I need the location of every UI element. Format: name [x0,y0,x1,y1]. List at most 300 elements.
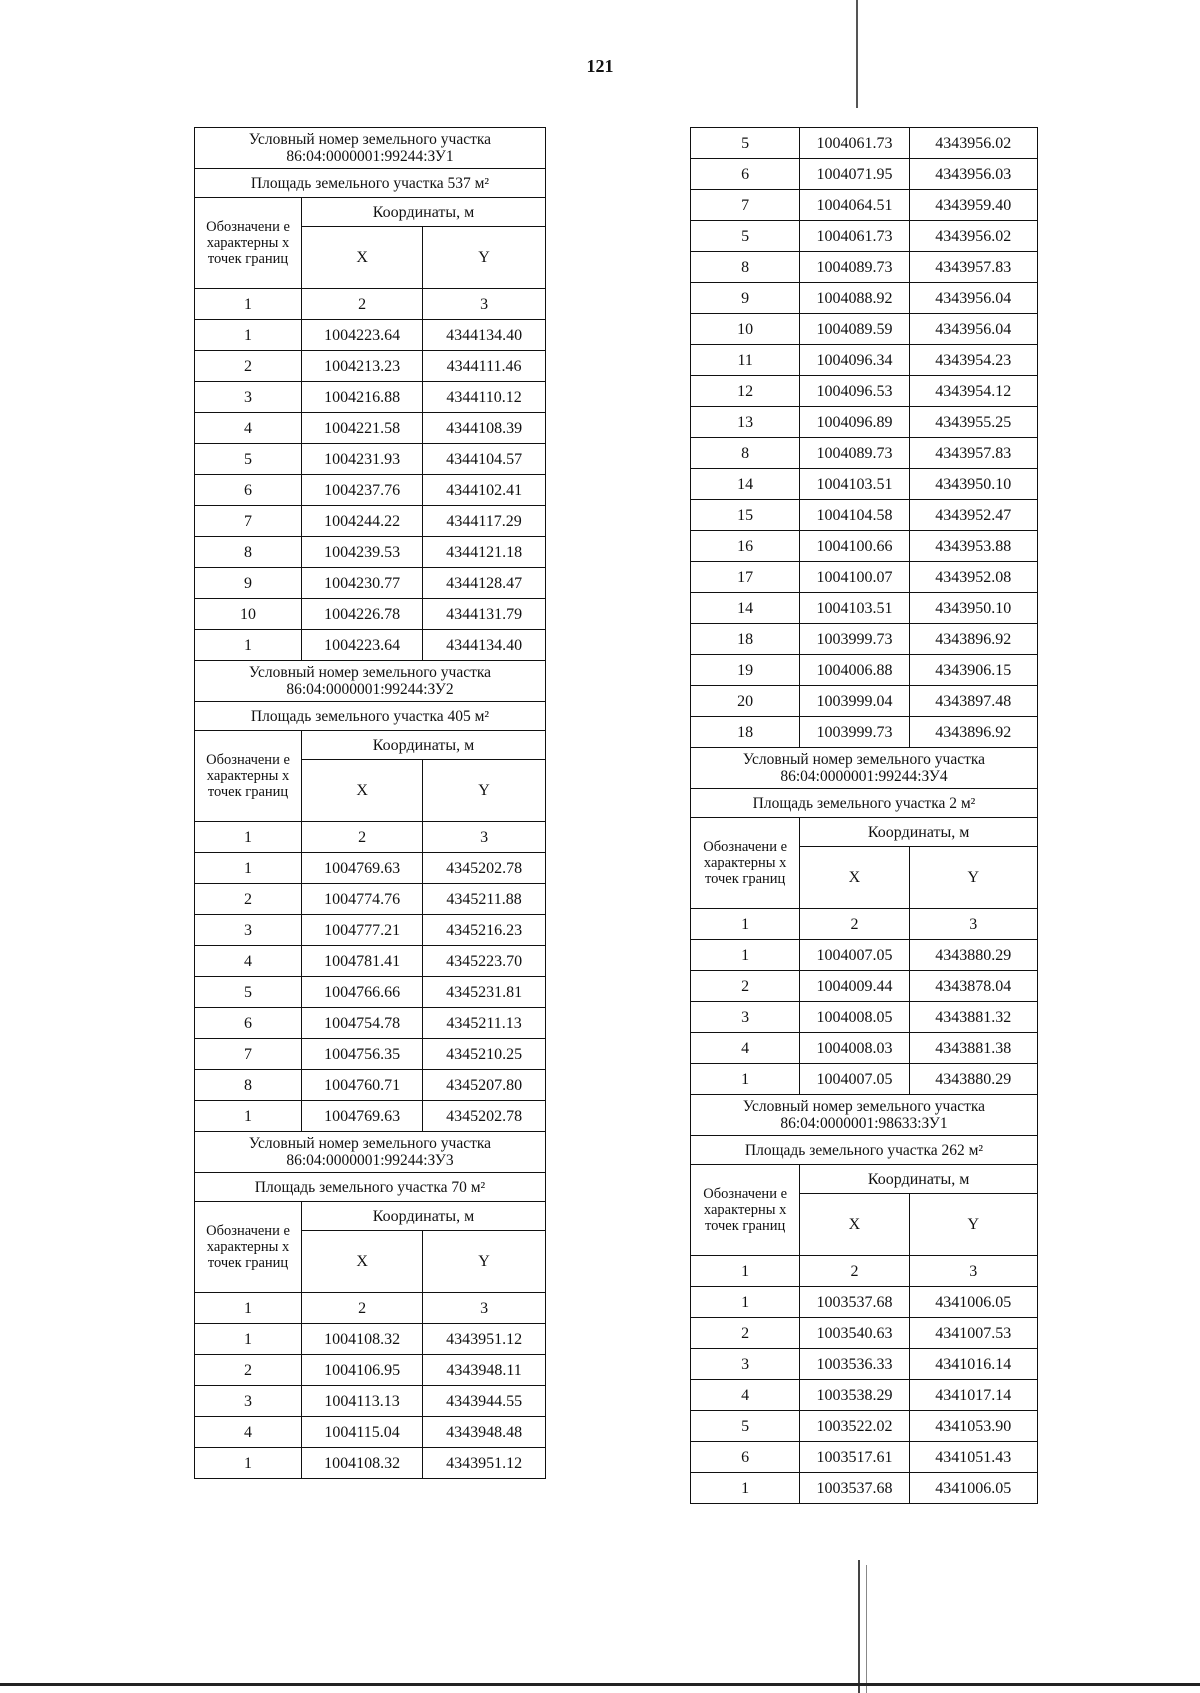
coordinate-row [195,884,546,915]
coordinate-row [195,853,546,884]
x-coordinate-cell: 1003999.73 [800,624,909,655]
y-header: Y [909,1194,1037,1256]
header-row-coords [195,731,546,760]
x-coordinate-cell: 1003537.68 [800,1473,909,1504]
continuation-row [691,624,1038,655]
point-number-cell: 5 [691,128,800,159]
coordinate-row [691,940,1038,971]
point-designation-header: Обозначени е характерны х точек границ [691,1165,800,1256]
x-coordinate-cell: 1004781.41 [302,946,423,977]
y-coordinate-cell: 4345202.78 [423,1101,546,1132]
x-coordinate-cell: 1004108.32 [302,1324,423,1355]
point-number-cell: 8 [195,537,302,568]
section-caption-row [195,128,546,169]
coordinate-row [195,1324,546,1355]
point-number-cell: 12 [691,376,800,407]
y-coordinate-cell: 4343878.04 [909,971,1037,1002]
x-coordinate-cell: 1004061.73 [800,221,909,252]
x-coordinate-cell: 1004113.13 [302,1386,423,1417]
y-coordinate-cell: 4344102.41 [423,475,546,506]
point-number-cell: 4 [195,1417,302,1448]
point-number-cell: 1 [195,1101,302,1132]
x-coordinate-cell: 1004096.89 [800,407,909,438]
y-coordinate-cell: 4344110.12 [423,382,546,413]
coordinate-row [195,444,546,475]
point-number-cell: 2 [195,351,302,382]
parcel-number-caption: Условный номер земельного участка 86:04:0000001:99244:ЗУ3 [195,1132,546,1173]
coordinate-row [195,1101,546,1132]
coordinate-row [691,1033,1038,1064]
point-number-cell: 3 [195,1386,302,1417]
header-row-coords [195,198,546,227]
coordinate-row [195,1417,546,1448]
y-coordinate-cell: 4345231.81 [423,977,546,1008]
parcel-number-caption: Условный номер земельного участка 86:04:0000001:99244:ЗУ2 [195,661,546,702]
x-coordinate-cell: 1003517.61 [800,1442,909,1473]
x-coordinate-cell: 1004071.95 [800,159,909,190]
coordinate-row [195,382,546,413]
x-coordinate-cell: 1004231.93 [302,444,423,475]
y-coordinate-cell: 4345216.23 [423,915,546,946]
x-header: X [302,1231,423,1293]
y-coordinate-cell: 4341053.90 [909,1411,1037,1442]
point-designation-header: Обозначени е характерны х точек границ [691,818,800,909]
x-coordinate-cell: 1004007.05 [800,940,909,971]
continuation-row [691,190,1038,221]
coordinate-row [195,946,546,977]
continuation-row [691,562,1038,593]
y-coordinate-cell: 4343951.12 [423,1448,546,1479]
scan-edge-bottom [0,1683,1200,1686]
point-number-cell: 5 [691,1411,800,1442]
column-number-3: 3 [423,1293,546,1324]
coordinate-row [691,1349,1038,1380]
y-coordinate-cell: 4343956.02 [909,128,1037,159]
x-coordinate-cell: 1004103.51 [800,469,909,500]
parcel-area: Площадь земельного участка 405 м² [195,702,546,731]
coordinates-table-right [690,127,1038,1504]
point-number-cell: 11 [691,345,800,376]
point-number-cell: 14 [691,593,800,624]
coordinate-row [691,1380,1038,1411]
point-number-cell: 1 [195,1324,302,1355]
x-header: X [302,760,423,822]
x-coordinate-cell: 1004104.58 [800,500,909,531]
coordinate-row [691,1064,1038,1095]
point-number-cell: 2 [691,1318,800,1349]
column-number-row [691,1256,1038,1287]
y-coordinate-cell: 4344134.40 [423,630,546,661]
y-coordinate-cell: 4343955.25 [909,407,1037,438]
coordinate-row [195,630,546,661]
continuation-row [691,531,1038,562]
x-coordinate-cell: 1004103.51 [800,593,909,624]
column-number-2: 2 [302,289,423,320]
continuation-row [691,469,1038,500]
point-number-cell: 4 [691,1380,800,1411]
point-number-cell: 9 [691,283,800,314]
y-coordinate-cell: 4343950.10 [909,593,1037,624]
y-coordinate-cell: 4343881.38 [909,1033,1037,1064]
x-coordinate-cell: 1004108.32 [302,1448,423,1479]
continuation-row [691,407,1038,438]
y-header: Y [909,847,1037,909]
point-number-cell: 8 [195,1070,302,1101]
coordinate-row [195,413,546,444]
point-number-cell: 17 [691,562,800,593]
y-coordinate-cell: 4343959.40 [909,190,1037,221]
coordinates-header: Координаты, м [302,198,546,227]
point-number-cell: 1 [195,853,302,884]
y-coordinate-cell: 4345211.88 [423,884,546,915]
x-coordinate-cell: 1004007.05 [800,1064,909,1095]
y-coordinate-cell: 4343954.23 [909,345,1037,376]
point-number-cell: 4 [691,1033,800,1064]
y-coordinate-cell: 4343881.32 [909,1002,1037,1033]
y-coordinate-cell: 4341006.05 [909,1473,1037,1504]
coordinates-header: Координаты, м [800,818,1038,847]
continuation-row [691,345,1038,376]
y-coordinate-cell: 4343906.15 [909,655,1037,686]
coordinate-row [195,537,546,568]
parcel-number-caption: Условный номер земельного участка 86:04:0000001:99244:ЗУ1 [195,128,546,169]
point-number-cell: 10 [691,314,800,345]
x-coordinate-cell: 1004106.95 [302,1355,423,1386]
coordinate-row [195,568,546,599]
y-coordinate-cell: 4341007.53 [909,1318,1037,1349]
x-coordinate-cell: 1003540.63 [800,1318,909,1349]
point-number-cell: 3 [691,1349,800,1380]
x-coordinate-cell: 1004244.22 [302,506,423,537]
continuation-row [691,159,1038,190]
point-number-cell: 1 [195,320,302,351]
y-coordinate-cell: 4345223.70 [423,946,546,977]
x-coordinate-cell: 1004239.53 [302,537,423,568]
coordinate-row [195,915,546,946]
point-number-cell: 1 [195,630,302,661]
column-number-3: 3 [423,822,546,853]
y-header: Y [423,1231,546,1293]
y-coordinate-cell: 4343948.48 [423,1417,546,1448]
coordinate-row [195,506,546,537]
continuation-row [691,593,1038,624]
header-row-coords [195,1202,546,1231]
x-coordinate-cell: 1004008.05 [800,1002,909,1033]
coordinate-row [691,1318,1038,1349]
x-coordinate-cell: 1004766.66 [302,977,423,1008]
point-number-cell: 14 [691,469,800,500]
coordinate-row [195,1355,546,1386]
y-coordinate-cell: 4345210.25 [423,1039,546,1070]
y-coordinate-cell: 4343953.88 [909,531,1037,562]
point-number-cell: 6 [691,159,800,190]
y-coordinate-cell: 4343951.12 [423,1324,546,1355]
point-number-cell: 7 [195,1039,302,1070]
point-number-cell: 1 [195,1448,302,1479]
point-number-cell: 18 [691,624,800,655]
coordinates-header: Координаты, м [302,1202,546,1231]
x-coordinate-cell: 1004223.64 [302,320,423,351]
point-number-cell: 5 [691,221,800,252]
y-coordinate-cell: 4343952.08 [909,562,1037,593]
continuation-row [691,252,1038,283]
x-coordinate-cell: 1004115.04 [302,1417,423,1448]
left-column [194,127,546,1479]
x-coordinate-cell: 1004061.73 [800,128,909,159]
x-coordinate-cell: 1004221.58 [302,413,423,444]
x-coordinate-cell: 1004089.73 [800,438,909,469]
y-header: Y [423,227,546,289]
column-number-1: 1 [691,909,800,940]
y-coordinate-cell: 4344131.79 [423,599,546,630]
x-coordinate-cell: 1004230.77 [302,568,423,599]
point-number-cell: 1 [691,940,800,971]
point-number-cell: 8 [691,438,800,469]
point-number-cell: 13 [691,407,800,438]
y-coordinate-cell: 4341006.05 [909,1287,1037,1318]
x-coordinate-cell: 1004769.63 [302,853,423,884]
parcel-area: Площадь земельного участка 2 м² [691,789,1038,818]
x-coordinate-cell: 1003999.04 [800,686,909,717]
point-number-cell: 1 [691,1287,800,1318]
y-coordinate-cell: 4343948.11 [423,1355,546,1386]
x-coordinate-cell: 1004760.71 [302,1070,423,1101]
continuation-row [691,283,1038,314]
y-coordinate-cell: 4344134.40 [423,320,546,351]
point-number-cell: 1 [691,1064,800,1095]
coordinates-table-left [194,127,546,1479]
section-area-row [195,1173,546,1202]
y-coordinate-cell: 4343880.29 [909,1064,1037,1095]
point-number-cell: 3 [195,915,302,946]
x-coordinate-cell: 1004777.21 [302,915,423,946]
x-coordinate-cell: 1004223.64 [302,630,423,661]
y-coordinate-cell: 4343956.04 [909,314,1037,345]
column-number-3: 3 [909,1256,1037,1287]
point-number-cell: 20 [691,686,800,717]
point-number-cell: 5 [195,444,302,475]
page-number: 121 [586,56,614,76]
column-number-row [195,1293,546,1324]
y-coordinate-cell: 4343896.92 [909,717,1037,748]
continuation-row [691,128,1038,159]
x-coordinate-cell: 1004064.51 [800,190,909,221]
y-coordinate-cell: 4344108.39 [423,413,546,444]
point-number-cell: 19 [691,655,800,686]
continuation-row [691,438,1038,469]
coordinate-row [195,1070,546,1101]
column-number-2: 2 [302,1293,423,1324]
continuation-row [691,717,1038,748]
y-coordinate-cell: 4345207.80 [423,1070,546,1101]
x-coordinate-cell: 1003536.33 [800,1349,909,1380]
column-number-3: 3 [423,289,546,320]
x-coordinate-cell: 1004008.03 [800,1033,909,1064]
point-number-cell: 6 [195,1008,302,1039]
point-number-cell: 6 [691,1442,800,1473]
x-coordinate-cell: 1004089.59 [800,314,909,345]
point-number-cell: 3 [691,1002,800,1033]
continuation-row [691,376,1038,407]
column-number-1: 1 [195,1293,302,1324]
x-coordinate-cell: 1004756.35 [302,1039,423,1070]
coordinate-row [691,971,1038,1002]
point-designation-header: Обозначени е характерны х точек границ [195,1202,302,1293]
column-number-3: 3 [909,909,1037,940]
y-coordinate-cell: 4344121.18 [423,537,546,568]
y-coordinate-cell: 4343956.02 [909,221,1037,252]
y-coordinate-cell: 4341016.14 [909,1349,1037,1380]
x-coordinate-cell: 1004237.76 [302,475,423,506]
section-area-row [691,789,1038,818]
y-header: Y [423,760,546,822]
x-header: X [800,1194,909,1256]
y-coordinate-cell: 4343957.83 [909,252,1037,283]
column-number-1: 1 [195,289,302,320]
parcel-area: Площадь земельного участка 70 м² [195,1173,546,1202]
column-number-2: 2 [800,1256,909,1287]
y-coordinate-cell: 4344117.29 [423,506,546,537]
coordinate-row [195,1386,546,1417]
y-coordinate-cell: 4343956.03 [909,159,1037,190]
point-number-cell: 8 [691,252,800,283]
x-coordinate-cell: 1004774.76 [302,884,423,915]
coordinates-header: Координаты, м [302,731,546,760]
point-number-cell: 1 [691,1473,800,1504]
header-row-coords [691,818,1038,847]
coordinate-row [691,1411,1038,1442]
y-coordinate-cell: 4343950.10 [909,469,1037,500]
column-number-2: 2 [302,822,423,853]
y-coordinate-cell: 4343897.48 [909,686,1037,717]
column-number-row [195,289,546,320]
right-column [690,127,1038,1504]
section-caption-row [195,1132,546,1173]
x-coordinate-cell: 1004096.34 [800,345,909,376]
section-area-row [195,169,546,198]
x-coordinate-cell: 1004009.44 [800,971,909,1002]
x-coordinate-cell: 1003999.73 [800,717,909,748]
coordinate-row [195,1039,546,1070]
scan-mark-top [856,0,858,108]
y-coordinate-cell: 4343956.04 [909,283,1037,314]
point-number-cell: 2 [195,884,302,915]
x-coordinate-cell: 1004769.63 [302,1101,423,1132]
x-coordinate-cell: 1004096.53 [800,376,909,407]
y-coordinate-cell: 4344104.57 [423,444,546,475]
y-coordinate-cell: 4341017.14 [909,1380,1037,1411]
coordinate-row [195,1448,546,1479]
point-number-cell: 2 [691,971,800,1002]
point-number-cell: 5 [195,977,302,1008]
section-area-row [691,1136,1038,1165]
point-number-cell: 2 [195,1355,302,1386]
coordinate-row [195,599,546,630]
point-number-cell: 9 [195,568,302,599]
coordinate-row [691,1442,1038,1473]
y-coordinate-cell: 4343880.29 [909,940,1037,971]
y-coordinate-cell: 4343896.92 [909,624,1037,655]
point-number-cell: 4 [195,946,302,977]
coordinate-row [691,1287,1038,1318]
column-number-2: 2 [800,909,909,940]
scan-mark-bottom [858,1560,860,1693]
point-number-cell: 15 [691,500,800,531]
point-number-cell: 4 [195,413,302,444]
point-number-cell: 18 [691,717,800,748]
continuation-row [691,221,1038,252]
x-coordinate-cell: 1003538.29 [800,1380,909,1411]
point-number-cell: 7 [195,506,302,537]
section-caption-row [195,661,546,702]
point-number-cell: 7 [691,190,800,221]
coordinate-row [195,320,546,351]
right-table-body [691,128,1038,1504]
header-row-coords [691,1165,1038,1194]
coordinate-row [691,1473,1038,1504]
x-coordinate-cell: 1004088.92 [800,283,909,314]
section-caption-row [691,748,1038,789]
y-coordinate-cell: 4343944.55 [423,1386,546,1417]
x-coordinate-cell: 1004226.78 [302,599,423,630]
x-coordinate-cell: 1004754.78 [302,1008,423,1039]
point-number-cell: 16 [691,531,800,562]
coordinate-row [691,1002,1038,1033]
coordinate-row [195,977,546,1008]
y-coordinate-cell: 4341051.43 [909,1442,1037,1473]
x-coordinate-cell: 1004216.88 [302,382,423,413]
x-header: X [800,847,909,909]
y-coordinate-cell: 4344111.46 [423,351,546,382]
section-area-row [195,702,546,731]
x-coordinate-cell: 1004006.88 [800,655,909,686]
coordinate-row [195,351,546,382]
point-designation-header: Обозначени е характерны х точек границ [195,731,302,822]
continuation-row [691,314,1038,345]
y-coordinate-cell: 4345211.13 [423,1008,546,1039]
parcel-number-caption: Условный номер земельного участка 86:04:0000001:99244:ЗУ4 [691,748,1038,789]
point-number-cell: 6 [195,475,302,506]
x-coordinate-cell: 1003537.68 [800,1287,909,1318]
coordinate-row [195,475,546,506]
y-coordinate-cell: 4343954.12 [909,376,1037,407]
coordinate-row [195,1008,546,1039]
column-number-1: 1 [691,1256,800,1287]
y-coordinate-cell: 4345202.78 [423,853,546,884]
continuation-row [691,655,1038,686]
column-number-row [691,909,1038,940]
section-caption-row [691,1095,1038,1136]
column-number-1: 1 [195,822,302,853]
scan-mark-bottom-2 [866,1565,867,1693]
x-coordinate-cell: 1003522.02 [800,1411,909,1442]
point-designation-header: Обозначени е характерны х точек границ [195,198,302,289]
x-coordinate-cell: 1004100.66 [800,531,909,562]
column-number-row [195,822,546,853]
left-table-body [195,128,546,1479]
x-coordinate-cell: 1004100.07 [800,562,909,593]
parcel-number-caption: Условный номер земельного участка 86:04:0000001:98633:ЗУ1 [691,1095,1038,1136]
x-coordinate-cell: 1004213.23 [302,351,423,382]
y-coordinate-cell: 4343952.47 [909,500,1037,531]
x-coordinate-cell: 1004089.73 [800,252,909,283]
continuation-row [691,500,1038,531]
coordinates-header: Координаты, м [800,1165,1038,1194]
parcel-area: Площадь земельного участка 537 м² [195,169,546,198]
parcel-area: Площадь земельного участка 262 м² [691,1136,1038,1165]
y-coordinate-cell: 4343957.83 [909,438,1037,469]
x-header: X [302,227,423,289]
